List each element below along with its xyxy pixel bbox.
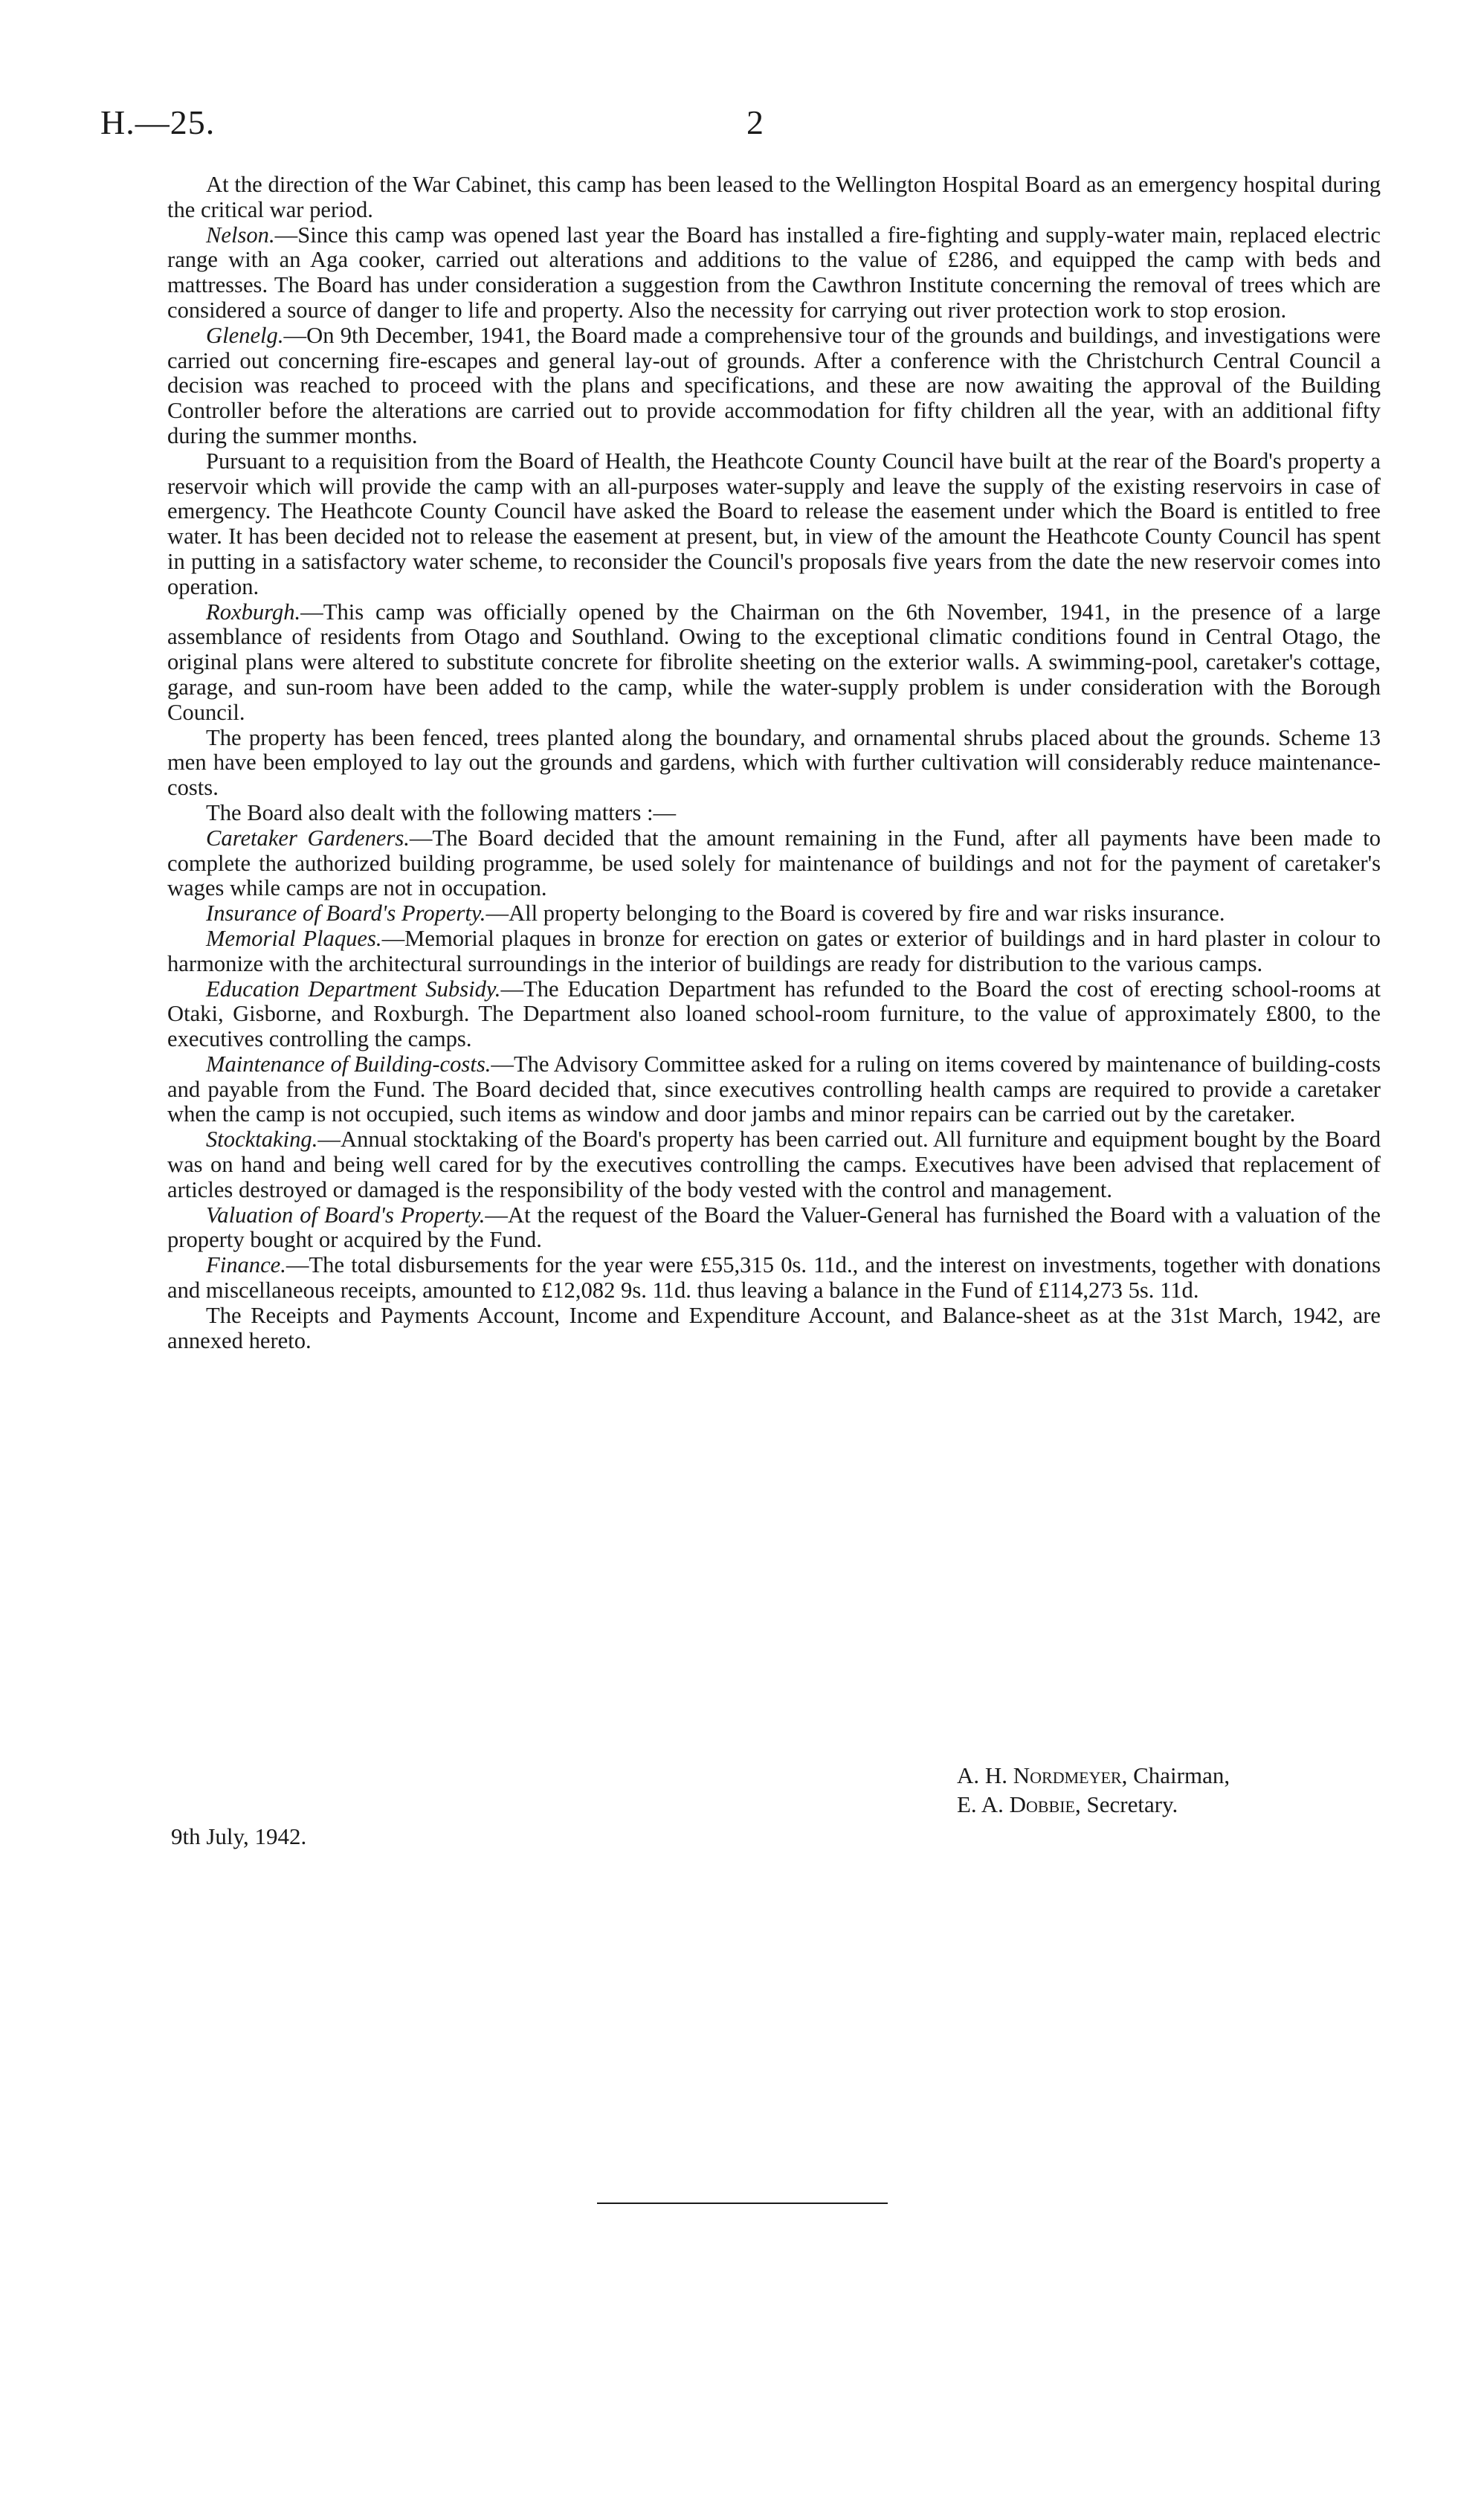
paragraph-text: —The total disbursements for the year were £55,315 0s. 11d., and the interest on investments, together with donations and miscellaneous receipts, amounted to £12,082 9s. 11d. thus leaving a balance in the Fund of £114,273 5s. 11d.	[167, 1252, 1381, 1304]
signature-block	[957, 1761, 1418, 1819]
paragraph-heading: Memorial Plaques.	[206, 925, 382, 951]
paragraph-text: —At the request of the Board the Valuer-General has furnished the Board with a valuation of the property bought or acquired by the Fund.	[167, 1202, 1381, 1253]
paragraph-text: The Board also dealt with the following matters :—	[206, 799, 677, 825]
paragraph-heading: Caretaker Gardeners.	[206, 825, 410, 851]
paragraph-text: —The Advisory Committee asked for a ruling on items covered by maintenance of building-costs and payable from the Fund. The Board decided that, since executives controlling health camps are required to provide a caretaker when the camp is not occupied, such items as window and door jambs and minor repairs can be carried out by the caretaker.	[167, 1051, 1381, 1127]
paragraph	[167, 173, 1381, 223]
paragraph-heading: Nelson.	[206, 222, 275, 248]
paragraph-heading: Roxburgh.	[206, 599, 301, 625]
paragraph-text: —The Board decided that the amount remaining in the Fund, after all payments have been made to complete the authorized building programme, be used solely for maintenance of buildings and not for the payment of caretaker's wages while camps are not in occupation.	[167, 825, 1381, 901]
paragraph	[167, 323, 1381, 449]
closing-rule	[597, 2203, 888, 2204]
paragraph	[167, 726, 1381, 801]
paragraph	[167, 1127, 1381, 1202]
paragraph	[167, 801, 1381, 826]
paragraph-heading: Glenelg.	[206, 322, 284, 348]
paragraph	[167, 1304, 1381, 1354]
document-reference: H.—25.	[100, 103, 216, 141]
paragraph	[167, 1253, 1381, 1304]
paragraph	[167, 600, 1381, 726]
paragraph	[167, 223, 1381, 323]
document-date: 9th July, 1942.	[171, 1823, 307, 1849]
paragraph	[167, 977, 1381, 1052]
paragraph-text: Pursuant to a requisition from the Board of Health, the Heathcote County Council have built at the rear of the Board's property a reservoir which will provide the camp with an all-purposes water-supply and leave the supply of the existing reservoirs in case of emergency. The Heathcote County Council have asked the Board to release the easement under which the Board is entitled to free water. It has been decided not to release the easement at present, but, in view of the amount the Heathcote County Council has spent in putting in a satisfactory water scheme, to reconsider the Council's proposals five years from the date the new reservoir comes into operation.	[167, 448, 1381, 599]
signatory-name: E. A. Dobbie	[957, 1791, 1075, 1817]
paragraph-text: —All property belonging to the Board is covered by fire and war risks insurance.	[485, 900, 1225, 927]
paragraph-text: —Annual stocktaking of the Board's property has been carried out. All furniture and equipment bought by the Board was on hand and being well cared for by the executives controlling the camps. Executives have been advised that replacement of articles destroyed or damaged is the responsibility of the body vested with the control and management.	[167, 1127, 1381, 1202]
paragraph	[167, 449, 1381, 600]
paragraph-text: —Since this camp was opened last year the Board has installed a fire-fighting and supply-water main, replaced electric range with an Aga cooker, carried out alterations and additions to the value of £286, and equipped the camp with beds and mattresses. The Board has under consideration a suggestion from the Cawthron Institute concerning the removal of trees which are considered a source of danger to life and property. Also the necessity for carrying out river protection work to stop erosion.	[167, 222, 1381, 323]
page-number: 2	[746, 103, 764, 141]
signatory-name: A. H. Nordmeyer	[957, 1762, 1122, 1788]
paragraph	[167, 826, 1381, 901]
paragraph-text: The property has been fenced, trees planted along the boundary, and ornamental shrubs placed about the grounds. Scheme 13 men have been employed to lay out the grounds and gardens, which with further cultivation will considerably reduce maintenance-costs.	[167, 724, 1381, 801]
paragraph-heading: Insurance of Board's Property.	[206, 900, 486, 927]
paragraph-text: —This camp was officially opened by the Chairman on the 6th November, 1941, in the presence of a large assemblance of residents from Otago and Southland. Owing to the exceptional climatic conditions found in Central Otago, the original plans were altered to substitute concrete for fibrolite sheeting on the exterior walls. A swimming-pool, caretaker's cottage, garage, and sun-room have been added to the camp, while the water-supply problem is under consideration with the Borough Council.	[167, 599, 1381, 725]
paragraph	[167, 1052, 1381, 1127]
paragraph-text: —The Education Department has refunded to the Board the cost of erecting school-rooms at Otaki, Gisborne, and Roxburgh. The Department also loaned school-room furniture, to the value of approximately £800, to the executives controlling the camps.	[167, 976, 1381, 1052]
paragraph	[167, 901, 1381, 927]
paragraph-text: —Memorial plaques in bronze for erection on gates or exterior of buildings and in hard plaster in colour to harmonize with the architectural surroundings in the interior of buildings are ready for distribution to the various camps.	[167, 925, 1381, 976]
paragraph-text: The Receipts and Payments Account, Income and Expenditure Account, and Balance-sheet as at the 31st March, 1942, are annexed hereto.	[167, 1302, 1381, 1353]
signatory-role: , Secretary.	[1075, 1791, 1178, 1817]
signature-chairman	[957, 1761, 1418, 1790]
paragraph-text: At the direction of the War Cabinet, this camp has been leased to the Wellington Hospital Board as an emergency hospital during the critical war period.	[167, 172, 1381, 222]
paragraph-heading: Stocktaking.	[206, 1127, 318, 1153]
paragraph-text: —On 9th December, 1941, the Board made a comprehensive tour of the grounds and buildings, and investigations were carried out concerning fire-escapes and general lay-out of grounds. After a conference with the Christchurch Central Council a decision was reached to proceed with the plans and specifications, and these are now awaiting the approval of the Building Controller before the alterations are carried out to provide accommodation for fifty children all the year, with an additional fifty during the summer months.	[167, 322, 1381, 448]
paragraph-heading: Valuation of Board's Property.	[206, 1202, 485, 1228]
signatory-role: , Chairman,	[1121, 1762, 1230, 1788]
document-body	[167, 173, 1381, 1353]
paragraph	[167, 927, 1381, 977]
paragraph-heading: Maintenance of Building-costs.	[206, 1051, 491, 1077]
paragraph	[167, 1203, 1381, 1254]
paragraph-heading: Education Department Subsidy.	[206, 976, 501, 1002]
paragraph-heading: Finance.	[206, 1252, 286, 1278]
signature-secretary	[957, 1790, 1418, 1819]
